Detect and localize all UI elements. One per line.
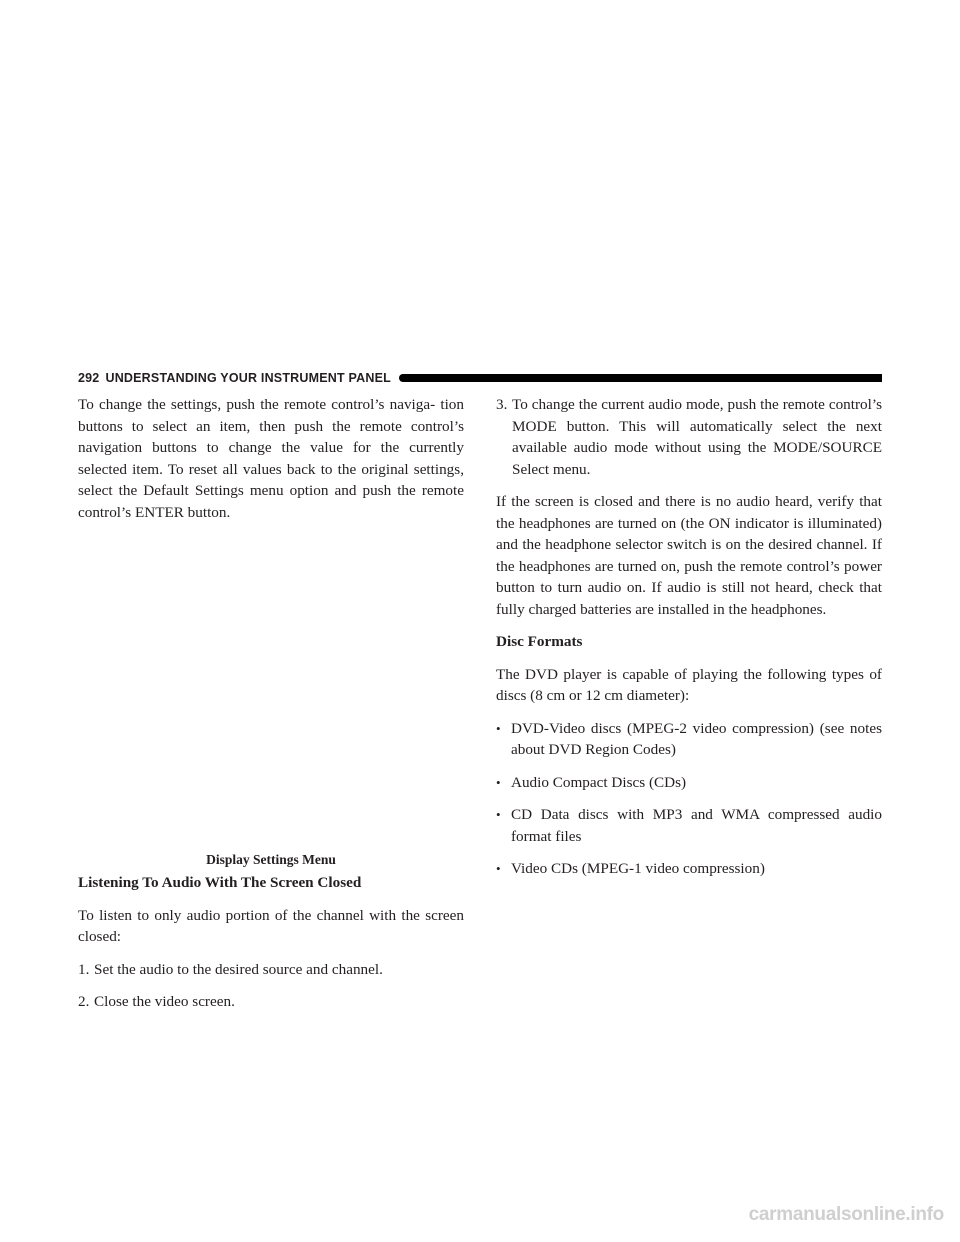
bullet-item <box>496 804 882 847</box>
page-header <box>78 370 882 386</box>
bullet-icon: • <box>496 774 501 790</box>
figure-area <box>78 534 464 852</box>
step-item <box>78 991 464 1013</box>
right-column <box>496 394 882 891</box>
audio-screen-closed-lead: To listen to only audio portion of the channel with the screen closed: <box>78 906 464 945</box>
left-column <box>78 394 464 1024</box>
step-item <box>78 959 464 981</box>
disc-formats-heading: Disc Formats <box>496 633 583 650</box>
step-text: Set the audio to the desired source and channel. <box>94 960 383 978</box>
bullet-item <box>496 718 882 761</box>
header-rule <box>399 374 882 382</box>
step-item <box>496 394 882 480</box>
page-number: 292 <box>78 371 100 385</box>
section-title: UNDERSTANDING YOUR INSTRUMENT PANEL <box>105 371 391 385</box>
settings-intro-paragraph: To change the settings, push the remote control’s naviga- tion buttons to select an item, then push the remote control’s navigation buttons to change the value for the currently selected item. To reset all values back to the original settings, select the Default Settings menu option and push the remote control’s ENTER button. <box>78 396 464 521</box>
bullet-item <box>496 772 882 794</box>
watermark: carmanualsonline.info <box>748 1204 944 1225</box>
bullet-icon: • <box>496 861 501 876</box>
step-text: To change the current audio mode, push the remote control’s MODE button. This will automatically select the next available audio mode without using the MODE/SOURCE Select menu. <box>512 396 882 478</box>
step-number: 2. <box>78 993 90 1010</box>
bullet-text: Audio Compact Discs (CDs) <box>511 773 687 791</box>
step-number: 1. <box>78 960 90 978</box>
bullet-text: Video CDs (MPEG-1 video compression) <box>511 860 765 877</box>
step-number: 3. <box>496 396 508 413</box>
bullet-item <box>496 858 882 880</box>
figure-caption: Display Settings Menu <box>206 852 336 867</box>
bullet-icon: • <box>496 807 501 822</box>
no-audio-paragraph: If the screen is closed and there is no audio heard, verify that the headphones are turned on (the ON indicator is illuminated) and the headphone selector switch is on the desired channel. If the headphones are turned on, push the remote control’s power button to turn audio on. If audio is still not heard, check that fully charged batteries are installed in the headphones. <box>496 493 882 618</box>
step-text: Close the video screen. <box>94 993 235 1010</box>
audio-screen-closed-heading: Listening To Audio With The Screen Closed <box>78 874 362 891</box>
bullet-icon: • <box>496 720 501 736</box>
disc-formats-lead: The DVD player is capable of playing the following types of discs (8 cm or 12 cm diameter): <box>496 665 882 704</box>
bullet-text: DVD-Video discs (MPEG-2 video compression) (see notes about DVD Region Codes) <box>511 719 882 758</box>
bullet-text: CD Data discs with MP3 and WMA compressed audio format files <box>511 806 882 845</box>
